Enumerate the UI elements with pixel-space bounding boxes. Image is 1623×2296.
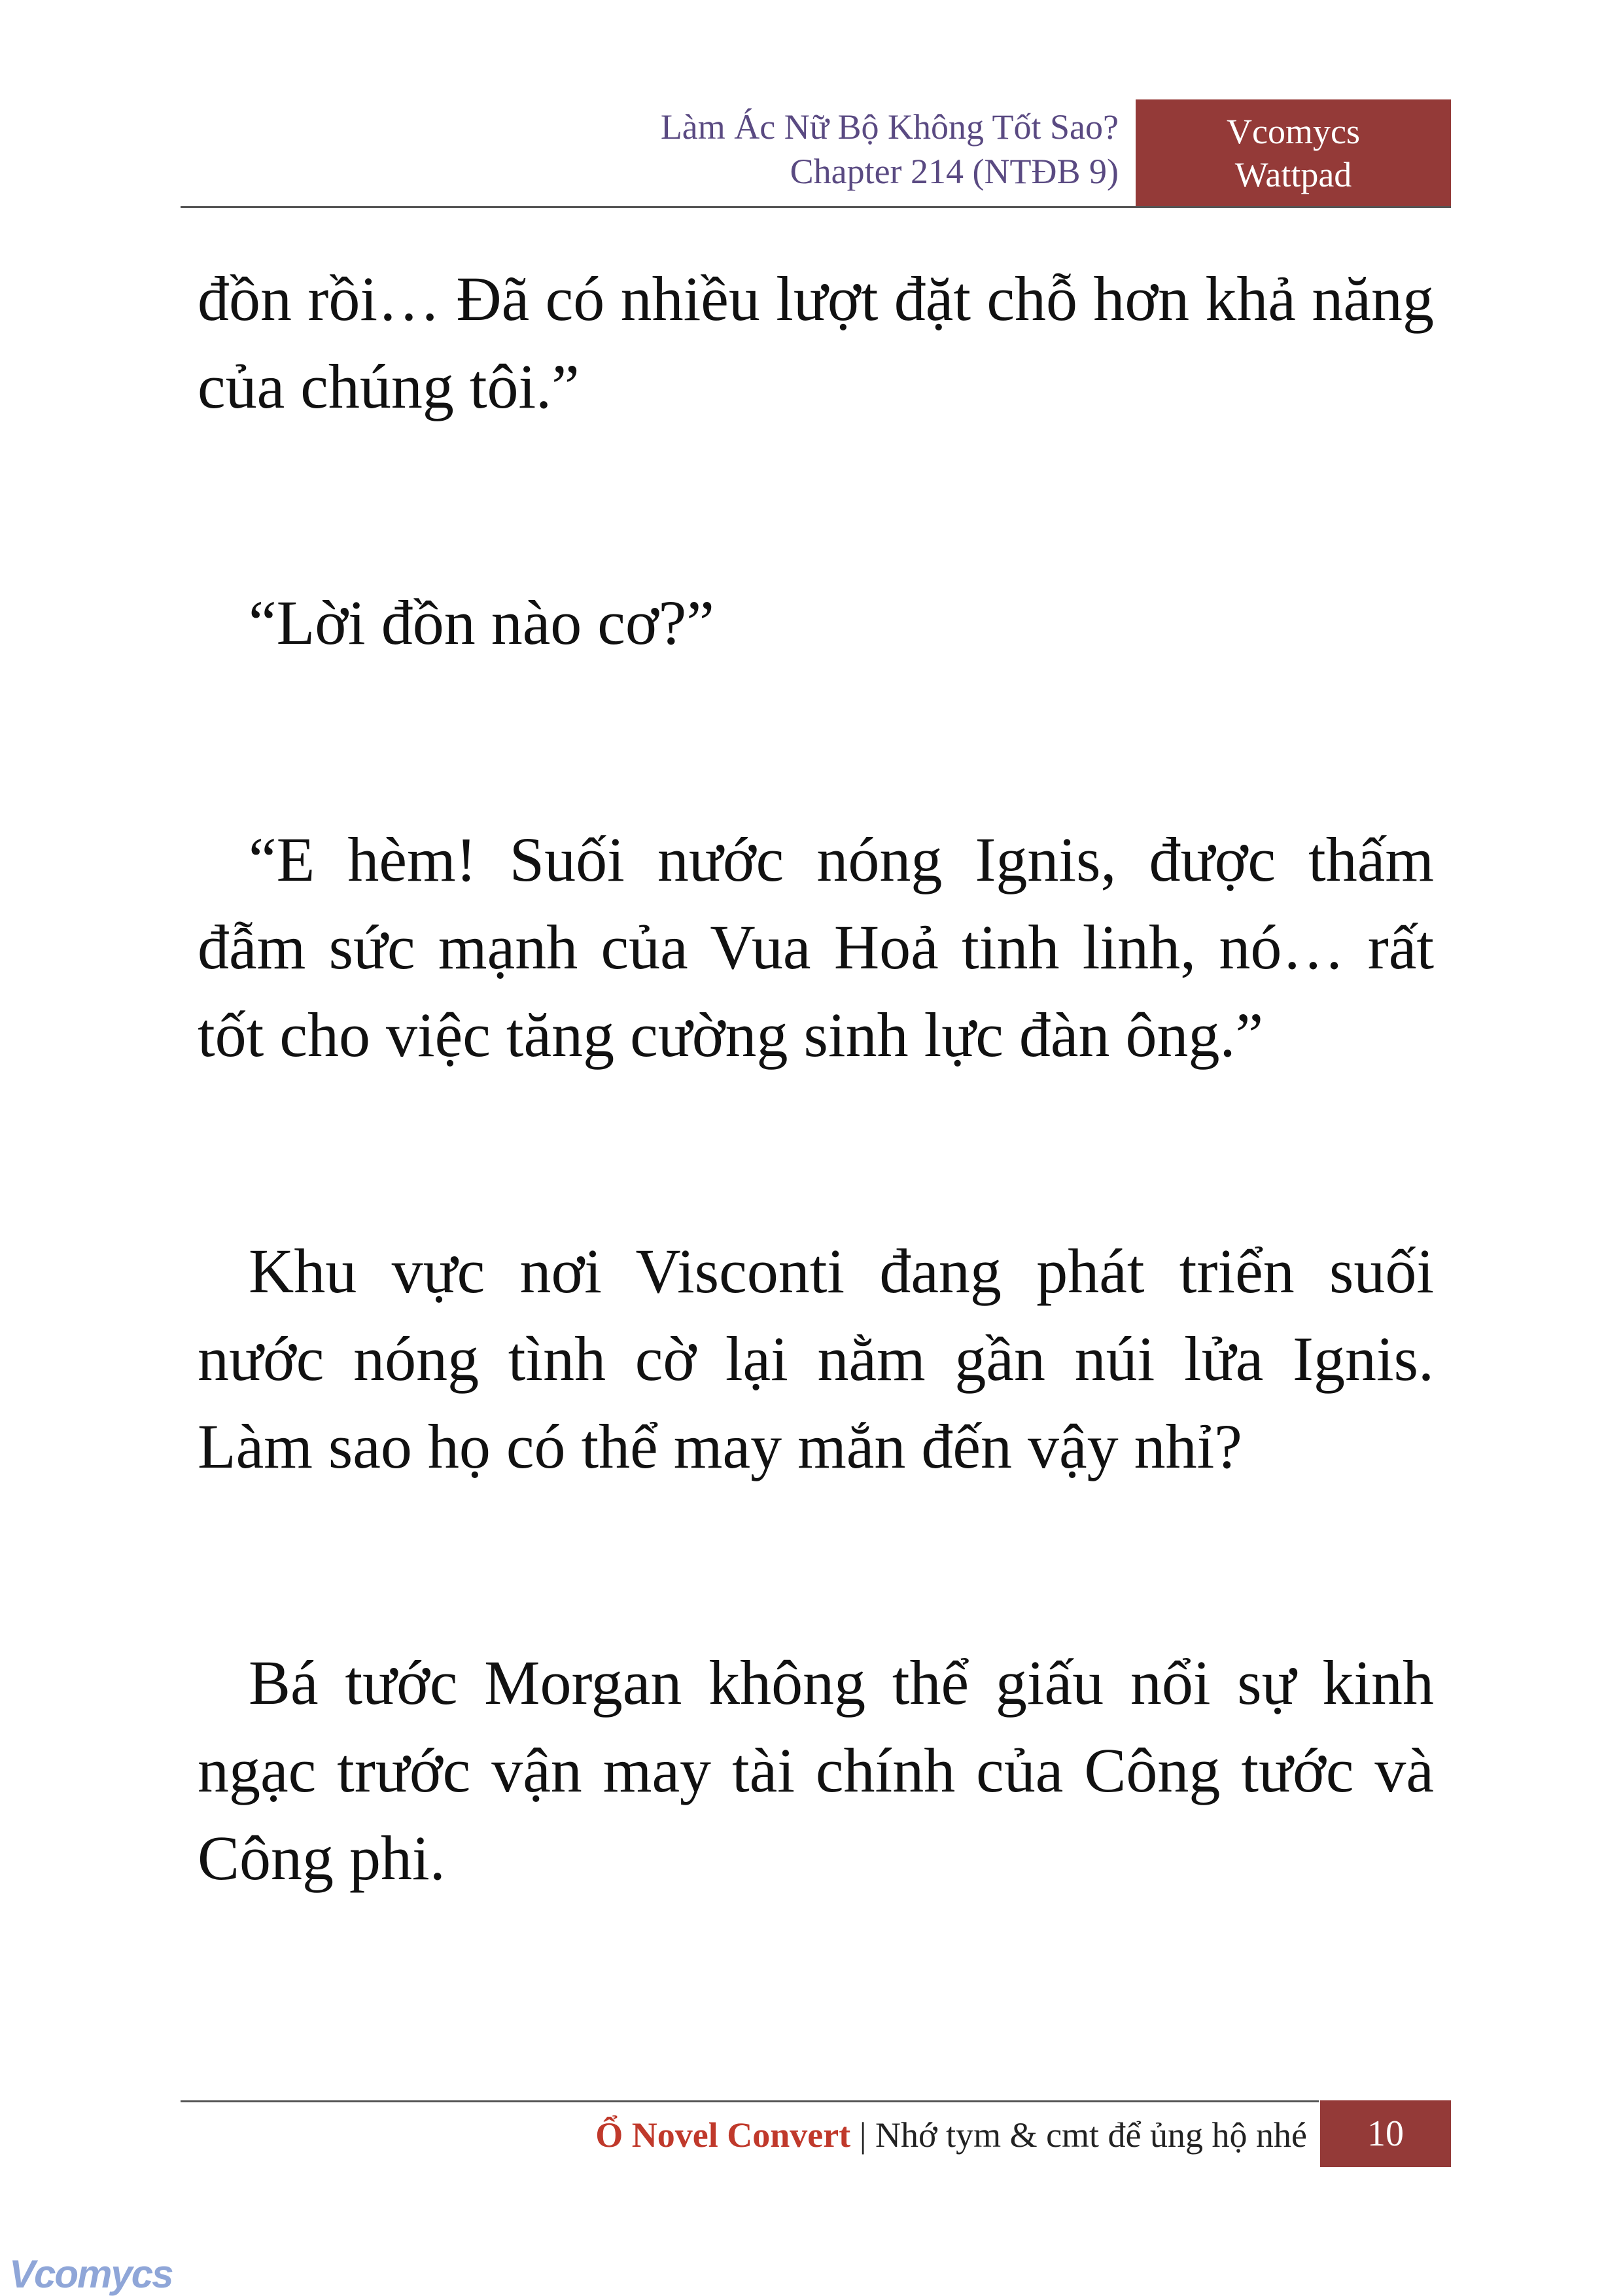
header-badge xyxy=(1136,99,1451,208)
site-name: Vcomycs xyxy=(1227,112,1360,151)
paragraph: đồn rồi… Đã có nhiều lượt đặt chỗ hơn khả năng của chúng tôi.” xyxy=(198,264,1434,421)
paragraph: Bá tước Morgan không thể giấu nổi sự kinh ngạc trước vận may tài chính của Công tước và Công phi. xyxy=(198,1648,1434,1893)
page-footer xyxy=(393,2106,1307,2164)
footer-divider xyxy=(181,2100,1319,2102)
platform-name: Wattpad xyxy=(1234,155,1352,194)
book-title: Làm Ác Nữ Bộ Không Tốt Sao? xyxy=(660,107,1119,147)
page-number: 10 xyxy=(1320,2100,1451,2167)
footer-note: Nhớ tym & cmt để ủng hộ nhé xyxy=(875,2115,1307,2155)
footer-brand: Ổ Novel Convert xyxy=(595,2115,851,2155)
paragraph: “E hèm! Suối nước nóng Ignis, được thấm đẫm sức mạnh của Vua Hoả tinh linh, nó… rất tốt cho việc tăng cường sinh lực đàn ông.” xyxy=(198,824,1434,1070)
header-divider xyxy=(181,206,1451,208)
chapter-label: Chapter 214 (NTĐB 9) xyxy=(790,152,1119,191)
footer-separator: | xyxy=(850,2115,876,2155)
watermark-logo: Vcomycs xyxy=(9,2252,173,2296)
paragraph: “Lời đồn nào cơ?” xyxy=(249,588,714,658)
paragraph: Khu vực nơi Visconti đang phát triển suối nước nóng tình cờ lại nằm gần núi lửa Ignis. Làm sao họ có thể may mắn đến vậy nhỉ? xyxy=(198,1236,1434,1481)
page-header-title xyxy=(327,105,1119,194)
